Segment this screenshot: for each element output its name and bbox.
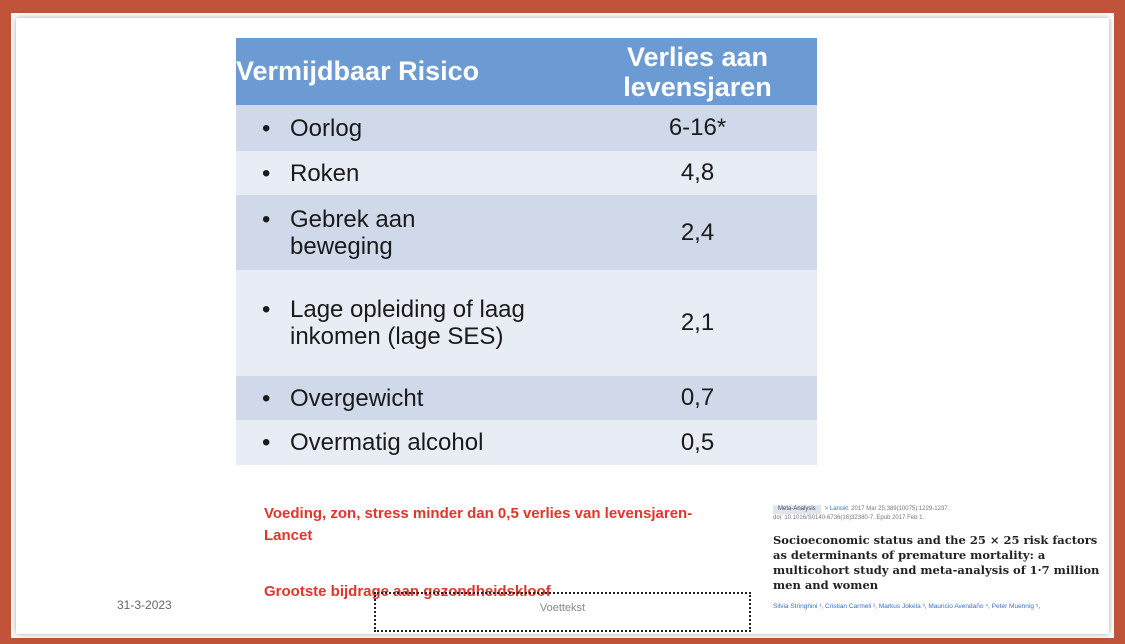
note-line-2: Lancet: [264, 527, 313, 544]
bullet-icon: •: [262, 159, 271, 187]
bullet-icon: •: [262, 296, 271, 323]
paper-authors[interactable]: Silvia Stringhini ¹, Cristian Carmeli ², Markus Jokela ³, Mauricio Avendaño ⁴, Peter Muennig ⁵,: [773, 603, 1041, 610]
risk-label: Overgewicht: [290, 384, 424, 412]
footer-text: Voettekst: [539, 602, 586, 614]
risk-label: Gebrek aan beweging: [290, 205, 416, 260]
table-row: [236, 151, 817, 195]
note-line-3: Grootste bijdrage aan gezondheidskloof: [264, 583, 551, 600]
footer-placeholder[interactable]: [374, 592, 751, 632]
header-years: Verlies aan levensjaren: [578, 38, 817, 105]
years-value: 6-16*: [578, 105, 817, 151]
paper-doi: doi: 10.1016/S0140-6736(16)32380-7. Epub 2017 Feb 1.: [773, 515, 925, 521]
paper-title: Socioeconomic status and the 25 × 25 risk factors as determinants of premature mortality: a multicohort study and meta-analysis of 1·7 million men and women: [773, 533, 1100, 592]
paper-citation: . 2017 Mar 25;389(10075):1229-1237.: [847, 506, 950, 512]
paper-excerpt: [773, 505, 1103, 611]
years-value: 0,5: [578, 420, 817, 465]
bullet-icon: •: [262, 429, 271, 456]
journal-link[interactable]: Lancet: [829, 506, 848, 512]
meta-analysis-tag: Meta-Analysis: [773, 505, 821, 514]
paper-meta: [773, 505, 1103, 514]
note-line-1: Voeding, zon, stress minder dan 0,5 verlies van levensjaren-: [264, 505, 693, 522]
years-value: 0,7: [578, 376, 817, 420]
header-risk: Vermijdbaar Risico: [236, 38, 578, 105]
risk-table: [236, 38, 817, 465]
bullet-icon: •: [262, 384, 271, 412]
years-value: 2,1: [578, 270, 817, 376]
table-row: [236, 105, 817, 151]
table-row: [236, 270, 817, 376]
table-row: [236, 420, 817, 465]
risk-label: Oorlog: [290, 114, 363, 142]
table-header-row: [236, 38, 817, 105]
footer-date: 31-3-2023: [117, 598, 172, 612]
risk-label: Overmatig alcohol: [290, 429, 484, 456]
chevron-right-icon: >: [824, 506, 830, 512]
table-row: [236, 376, 817, 420]
risk-label: Lage opleiding of laag inkomen (lage SES): [290, 296, 525, 350]
years-value: 4,8: [578, 151, 817, 195]
table-row: [236, 195, 817, 270]
bullet-icon: •: [262, 205, 271, 233]
bullet-icon: •: [262, 114, 271, 142]
years-value: 2,4: [578, 195, 817, 270]
risk-label: Roken: [290, 159, 360, 187]
